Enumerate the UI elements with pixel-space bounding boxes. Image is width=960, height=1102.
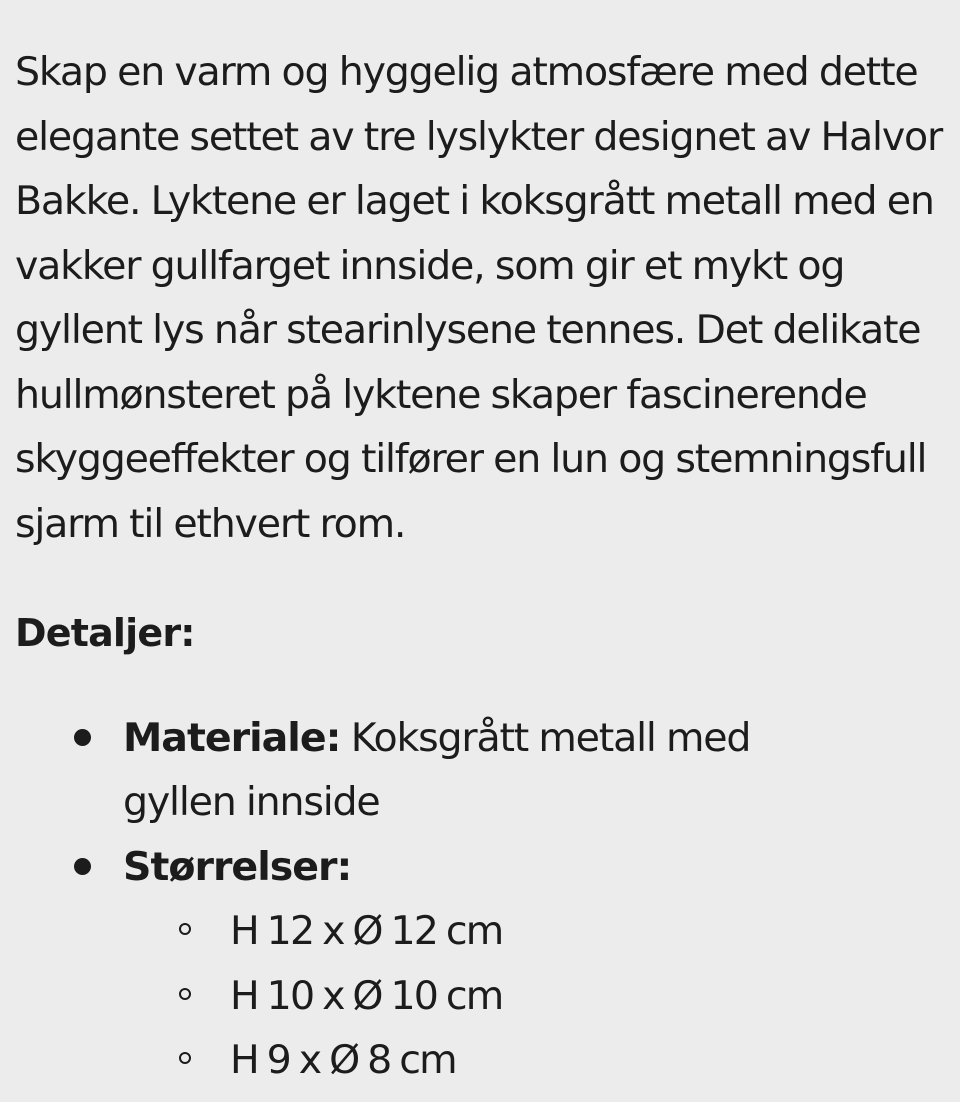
size-value: H 10 x Ø 10 cm	[230, 972, 503, 1019]
detail-item-sizes	[15, 835, 843, 1093]
bullet-circle-icon	[179, 1052, 191, 1064]
size-item	[123, 899, 843, 964]
detail-item-material	[15, 706, 843, 835]
detail-value-material: Koksgrått metall med gyllen innside	[123, 714, 751, 825]
bullet-circle-icon	[179, 988, 191, 1000]
details-list	[15, 706, 960, 1093]
detail-label-sizes: Størrelser:	[123, 843, 352, 890]
sizes-list	[123, 899, 843, 1093]
size-item	[123, 1028, 843, 1093]
size-value: H 9 x Ø 8 cm	[230, 1037, 456, 1083]
bullet-disc-icon	[74, 858, 91, 875]
details-heading: Detaljer:	[15, 611, 195, 655]
size-value: H 12 x Ø 12 cm	[230, 908, 503, 954]
detail-label-material: Materiale:	[123, 714, 341, 761]
size-item	[123, 964, 843, 1029]
bullet-circle-icon	[179, 923, 191, 935]
bullet-disc-icon	[74, 729, 91, 746]
product-description: Skap en varm og hyggelig atmosfære med dette elegante settet av tre lyslykter designet av Halvor Bakke. Lyktene er laget i koksgrått metall med en vakker gullfarget innside, som gir et mykt og gyllent lys når stearinlysene tennes. Det delikate hullmønsteret på lyktene skaper fascinerende skyggeeffekter og tilfører en lun og stemningsfull sjarm til ethvert rom.	[15, 49, 943, 547]
